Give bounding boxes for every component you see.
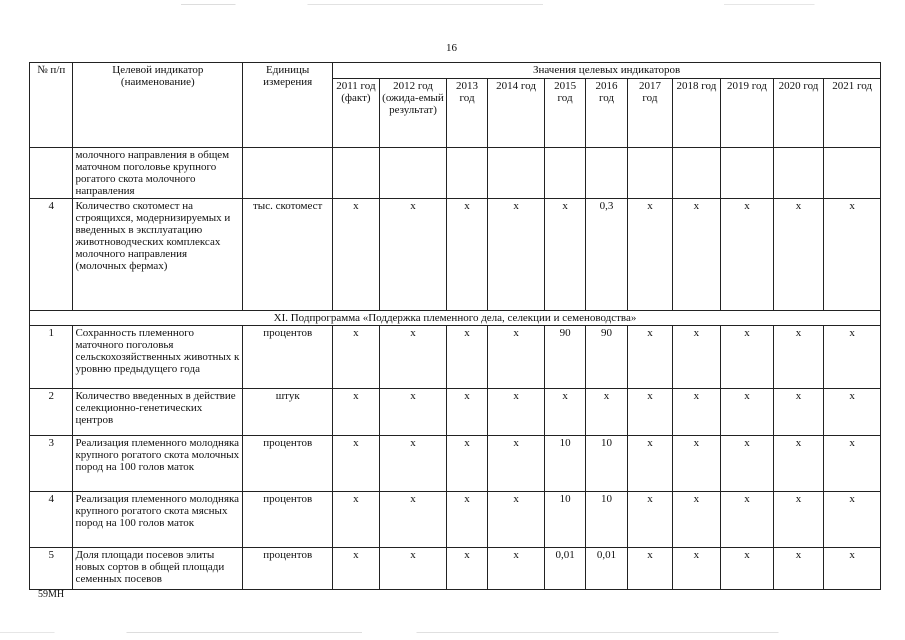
- row-indicator-name: Количество введенных в действие селекционно-генетических центров: [73, 389, 243, 436]
- row-num: 5: [30, 548, 73, 590]
- row-value: х: [721, 389, 774, 436]
- row-value: х: [628, 436, 672, 492]
- row-unit: тыс. скотомест: [243, 199, 333, 311]
- row-unit: [243, 148, 333, 199]
- row-value: х: [487, 548, 545, 590]
- row-value: х: [773, 436, 824, 492]
- row-value: х: [773, 548, 824, 590]
- row-value: х: [333, 436, 379, 492]
- table-row: [30, 548, 881, 590]
- row-indicator-name: Количество скотомест на строящихся, модернизируемых и введенных в эксплуатацию животноводческих комплексах молочного направления (молочных фермах): [73, 199, 243, 311]
- row-value: х: [333, 199, 379, 311]
- row-value: [773, 148, 824, 199]
- row-value: х: [379, 326, 447, 389]
- row-value: [721, 148, 774, 199]
- row-unit: процентов: [243, 548, 333, 590]
- header-units: Единицы измерения: [243, 63, 333, 148]
- row-value: х: [333, 548, 379, 590]
- section-row: [30, 311, 881, 326]
- row-value: 0,01: [545, 548, 585, 590]
- row-value: х: [487, 199, 545, 311]
- row-value: [545, 148, 585, 199]
- row-value: х: [487, 389, 545, 436]
- row-value: х: [447, 389, 487, 436]
- row-value: х: [721, 199, 774, 311]
- row-value: х: [824, 389, 881, 436]
- row-value: 90: [585, 326, 627, 389]
- row-value: 10: [545, 436, 585, 492]
- row-value: 10: [545, 492, 585, 548]
- row-value: [379, 148, 447, 199]
- header-year: 2017 год: [628, 79, 672, 148]
- row-value: х: [672, 492, 721, 548]
- row-value: х: [447, 436, 487, 492]
- row-num: 2: [30, 389, 73, 436]
- row-value: х: [379, 389, 447, 436]
- row-value: х: [721, 548, 774, 590]
- table-row: [30, 199, 881, 311]
- row-num: 3: [30, 436, 73, 492]
- section-title: XI. Подпрограмма «Поддержка племенного дела, селекции и семеноводства»: [30, 311, 881, 326]
- header-year: 2012 год (ожида-емый результат): [379, 79, 447, 148]
- row-value: х: [773, 326, 824, 389]
- scan-artifact-top: [0, 4, 905, 5]
- header-year: 2015 год: [545, 79, 585, 148]
- row-value: х: [824, 326, 881, 389]
- row-value: х: [487, 436, 545, 492]
- header-indicator: Целевой индикатор (наименование): [73, 63, 243, 148]
- row-indicator-name: Реализация племенного молодняка крупного рогатого скота мясных пород на 100 голов маток: [73, 492, 243, 548]
- header-num: № п/п: [30, 63, 73, 148]
- row-value: х: [672, 548, 721, 590]
- row-value: х: [447, 492, 487, 548]
- table-row: [30, 436, 881, 492]
- header-values-title: Значения целевых индикаторов: [333, 63, 881, 79]
- row-value: [628, 148, 672, 199]
- scan-artifact-bottom: [0, 632, 905, 633]
- page-number: 16: [446, 42, 457, 54]
- row-value: х: [672, 436, 721, 492]
- row-value: х: [721, 326, 774, 389]
- row-value: х: [379, 548, 447, 590]
- row-value: х: [545, 199, 585, 311]
- row-value: х: [585, 389, 627, 436]
- row-value: х: [721, 436, 774, 492]
- header-year: 2011 год (факт): [333, 79, 379, 148]
- row-value: х: [379, 436, 447, 492]
- row-value: х: [333, 389, 379, 436]
- row-value: х: [333, 492, 379, 548]
- row-value: х: [773, 492, 824, 548]
- header-year: 2020 год: [773, 79, 824, 148]
- table-header: [30, 63, 881, 148]
- indicators-table: [29, 62, 881, 590]
- row-value: х: [487, 326, 545, 389]
- table-body: [30, 148, 881, 590]
- header-year: 2013 год: [447, 79, 487, 148]
- row-value: х: [773, 199, 824, 311]
- row-num: [30, 148, 73, 199]
- table-row: [30, 389, 881, 436]
- row-value: х: [628, 389, 672, 436]
- row-unit: процентов: [243, 326, 333, 389]
- row-value: х: [824, 436, 881, 492]
- row-value: х: [672, 199, 721, 311]
- row-value: [447, 148, 487, 199]
- row-value: 10: [585, 492, 627, 548]
- row-value: [824, 148, 881, 199]
- row-num: 1: [30, 326, 73, 389]
- row-value: х: [824, 492, 881, 548]
- row-unit: штук: [243, 389, 333, 436]
- row-unit: процентов: [243, 492, 333, 548]
- row-value: х: [672, 326, 721, 389]
- row-value: х: [824, 199, 881, 311]
- row-value: х: [487, 492, 545, 548]
- row-value: х: [773, 389, 824, 436]
- row-indicator-name: Доля площади посевов элиты новых сортов в общей площади семенных посевов: [73, 548, 243, 590]
- row-value: х: [379, 199, 447, 311]
- header-year: 2019 год: [721, 79, 774, 148]
- row-value: х: [628, 326, 672, 389]
- row-value: х: [721, 492, 774, 548]
- header-year: 2018 год: [672, 79, 721, 148]
- row-value: х: [545, 389, 585, 436]
- row-value: х: [447, 326, 487, 389]
- row-indicator-name: Сохранность племенного маточного поголовья сельскохозяйственных животных к уровню предыдущего года: [73, 326, 243, 389]
- row-value: х: [628, 492, 672, 548]
- row-value: х: [628, 548, 672, 590]
- row-value: [585, 148, 627, 199]
- row-value: 90: [545, 326, 585, 389]
- row-value: [333, 148, 379, 199]
- row-value: х: [379, 492, 447, 548]
- header-year: 2021 год: [824, 79, 881, 148]
- row-value: [487, 148, 545, 199]
- row-value: х: [628, 199, 672, 311]
- row-value: х: [447, 548, 487, 590]
- row-value: 0,01: [585, 548, 627, 590]
- row-value: х: [447, 199, 487, 311]
- row-value: 10: [585, 436, 627, 492]
- row-indicator-name: молочного направления в общем маточном поголовье крупного рогатого скота молочного направления: [73, 148, 243, 199]
- row-num: 4: [30, 199, 73, 311]
- header-year: 2014 год: [487, 79, 545, 148]
- footer-code: 59МН: [38, 589, 65, 600]
- row-value: 0,3: [585, 199, 627, 311]
- row-value: [672, 148, 721, 199]
- header-year: 2016 год: [585, 79, 627, 148]
- row-value: х: [333, 326, 379, 389]
- row-num: 4: [30, 492, 73, 548]
- table-row: [30, 148, 881, 199]
- row-value: х: [672, 389, 721, 436]
- row-indicator-name: Реализация племенного молодняка крупного рогатого скота молочных пород на 100 голов маток: [73, 436, 243, 492]
- row-unit: процентов: [243, 436, 333, 492]
- table-row: [30, 492, 881, 548]
- table-row: [30, 326, 881, 389]
- row-value: х: [824, 548, 881, 590]
